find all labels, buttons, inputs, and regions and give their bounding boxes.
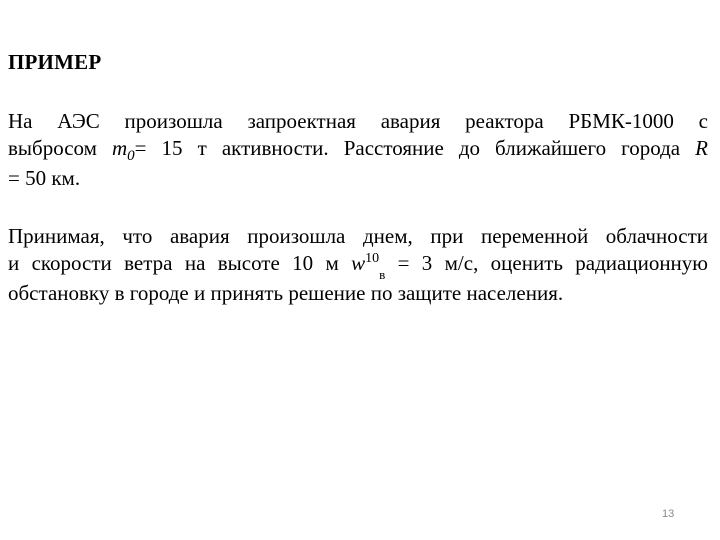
task-conditions-paragraph	[8, 223, 708, 307]
paragraph-line: = 50 км.	[8, 166, 81, 190]
variable-m: m	[112, 136, 128, 160]
paragraph-line: Принимая, что авария произошла днем, при переменной облачности	[8, 224, 708, 248]
page-number: 13	[662, 508, 675, 520]
paragraph-line	[8, 250, 708, 280]
slide-heading: ПРИМЕР	[8, 50, 102, 74]
subscript-v: в	[379, 267, 386, 282]
problem-statement-paragraph	[8, 108, 708, 192]
variable-r: R	[695, 136, 708, 160]
paragraph-line: На АЭС произошла запроектная авария реактора РБМК-1000 с	[8, 109, 708, 133]
text-fragment: выбросом	[8, 136, 112, 160]
superscript-ten: 10	[365, 251, 380, 266]
text-fragment: = 3 м/с, оценить радиационную	[385, 251, 708, 275]
variable-w: w	[351, 251, 366, 275]
subscript-zero: 0	[127, 148, 135, 164]
paragraph-line	[8, 135, 708, 165]
text-fragment: = 15 т активности. Расстояние до ближайшего города	[134, 136, 696, 160]
text-fragment: и скорости ветра на высоте 10 м	[8, 251, 352, 275]
paragraph-line: обстановку в городе и принять решение по защите населения.	[8, 281, 564, 305]
